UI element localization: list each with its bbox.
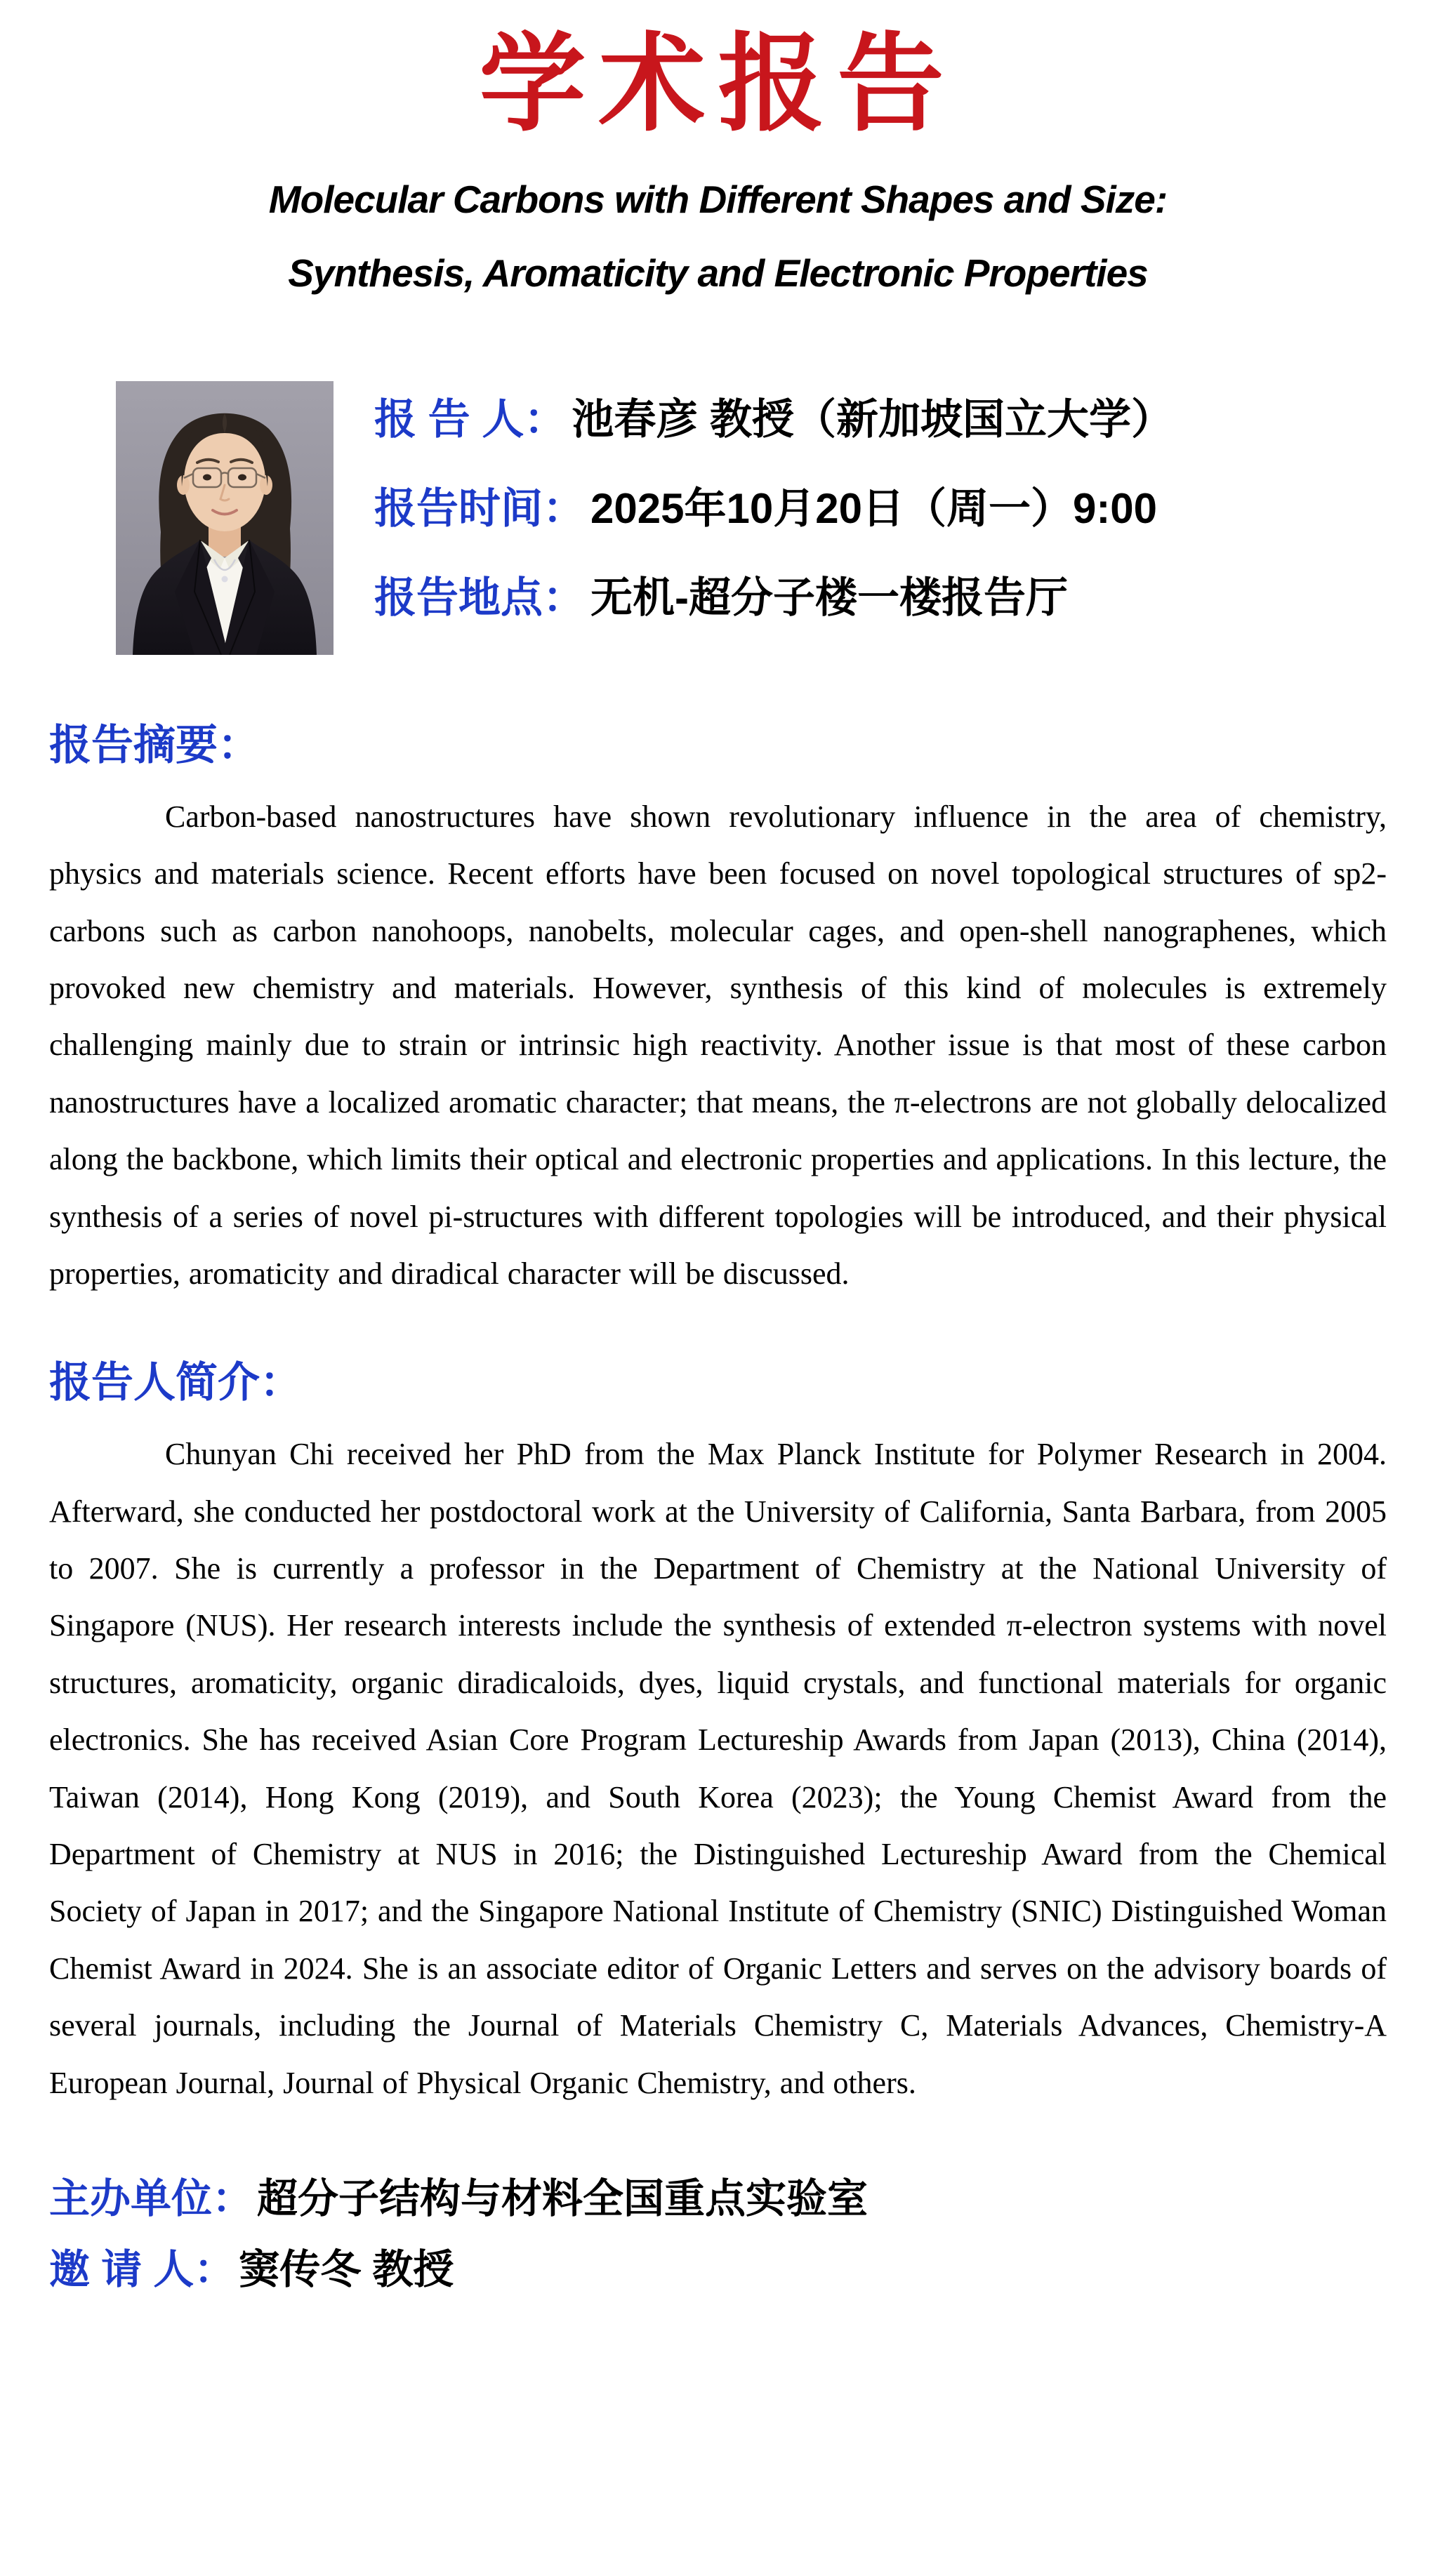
organizer-label: 主办单位： <box>49 2175 253 2222</box>
bio-heading: 报告人简介： <box>49 1359 302 1407</box>
lecture-title-english <box>49 163 1387 311</box>
venue-label: 报告地点： <box>374 573 585 621</box>
abstract-heading: 报告摘要： <box>49 721 260 769</box>
inviter-row <box>49 2247 1387 2294</box>
page-title: 学术报告 <box>479 26 957 144</box>
footer-block <box>49 2176 1387 2293</box>
abstract-text: Carbon-based nanostructures have shown revolutionary influence in the area of chemistry, physics and materials science. Recent efforts have been focused on novel topological structures of sp2-carbons such as carbon nanohoops, nanobelts, molecular cages, and open-shell nanographenes, which provoked new chemistry and materials. However, synthesis of this kind of molecules is extremely challenging mainly due to strain or intrinsic high reactivity. Another issue is that most of these carbon nanostructures have a localized aromatic character; that means, the π-electrons are not globally delocalized along the backbone, which limits their optical and electronic properties and applications. In this lecture, the synthesis of a series of novel pi-structures with different topologies will be introduced, and their physical properties, aromaticity and diradical character will be discussed. <box>49 799 1387 1291</box>
speaker-value: 池春彦 教授（新加坡国立大学） <box>572 395 1174 443</box>
time-row <box>374 484 1173 533</box>
time-value: 2025年10月20日（周一）9:00 <box>590 484 1158 532</box>
organizer-row <box>49 2176 1387 2223</box>
venue-value: 无机-超分子楼一楼报告厅 <box>590 573 1068 621</box>
venue-row <box>374 573 1173 622</box>
lecture-title-line2: Synthesis, Aromaticity and Electronic Properties <box>288 251 1148 296</box>
speaker-row <box>374 395 1173 444</box>
speaker-portrait-illustration <box>116 381 334 655</box>
inviter-label: 邀 请 人： <box>49 2246 235 2292</box>
speaker-info-block <box>116 381 1387 655</box>
inviter-value: 窦传冬 教授 <box>239 2246 454 2292</box>
speaker-label: 报 告 人： <box>374 395 567 443</box>
info-rows <box>374 381 1173 622</box>
time-label: 报告时间： <box>374 484 585 532</box>
lecture-announcement-page <box>0 26 1433 2576</box>
lecture-title-line1: Molecular Carbons with Different Shapes and Size: <box>268 177 1168 221</box>
speaker-photo <box>116 381 334 655</box>
bio-text: Chunyan Chi received her PhD from the Max Planck Institute for Polymer Research in 2004. Afterward, she conducted her postdoctoral work at the University of California, Santa Barbara, from 2005 to 2007. She is currently a professor in the Department of Chemistry at the National University of Singapore (NUS). Her research interests include the synthesis of extended π-electron systems with novel structures, aromaticity, organic diradicaloids, dyes, liquid crystals, and functional materials for organic electronics. She has received Asian Core Program Lectureship Awards from Japan (2013), China (2014), Taiwan (2014), Hong Kong (2019), and South Korea (2023); the Young Chemist Award from the Department of Chemistry at NUS in 2016; the Distinguished Lectureship Award from the Chemical Society of Japan in 2017; and the Singapore National Institute of Chemistry (SNIC) Distinguished Woman Chemist Award in 2024. She is an associate editor of Organic Letters and serves on the advisory boards of several journals, including the Journal of Materials Chemistry C, Materials Advances, Chemistry-A European Journal, Journal of Physical Organic Chemistry, and others. <box>49 1437 1387 2100</box>
organizer-value: 超分子结构与材料全国重点实验室 <box>257 2175 869 2222</box>
